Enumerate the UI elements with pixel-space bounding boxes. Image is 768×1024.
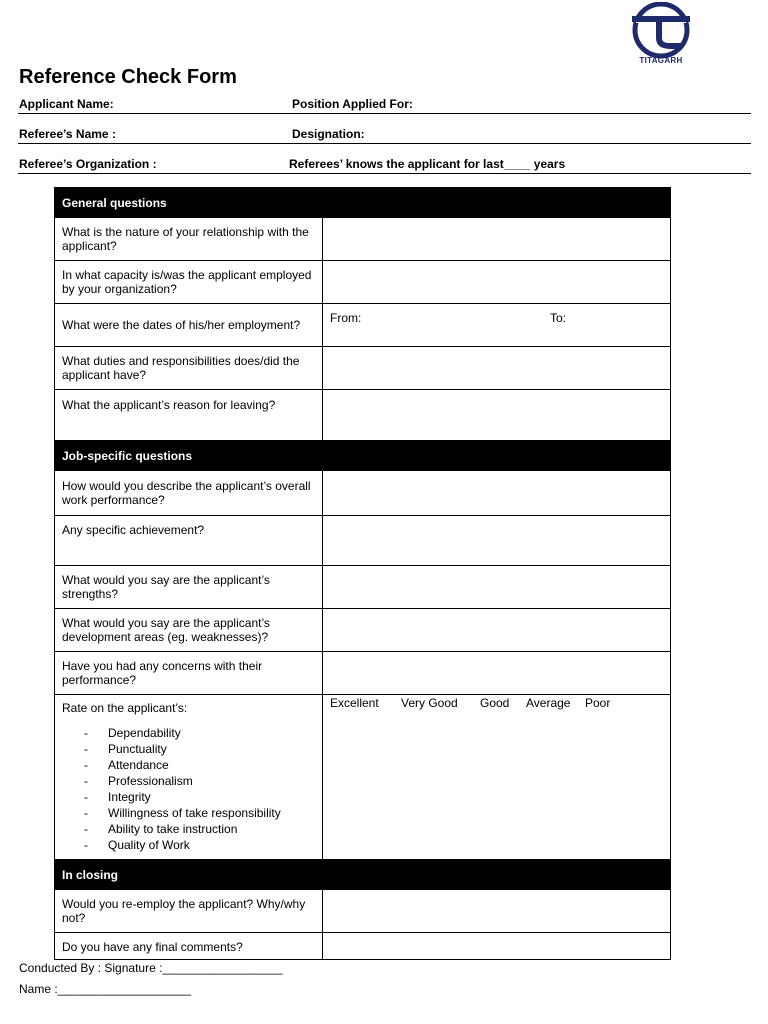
scale-good: Good [480, 696, 510, 710]
page-title: Reference Check Form [19, 66, 237, 88]
rate-item: - Attendance [84, 757, 315, 773]
rate-cell [55, 695, 323, 860]
referee-name-label: Referee’s Name : [19, 127, 116, 141]
rate-item: - Quality of Work [84, 837, 315, 853]
answer-final-comments[interactable] [323, 933, 671, 960]
scale-poor: Poor [585, 696, 611, 710]
question-concerns: Have you had any concerns with their performance? [55, 652, 323, 695]
referee-org-label: Referee’s Organization : [19, 157, 157, 171]
organization-line [18, 173, 751, 174]
referee-line [18, 143, 751, 144]
section-job [55, 441, 671, 471]
question-relationship: What is the nature of your relationship with the applicant? [55, 218, 323, 261]
section-general [55, 188, 671, 218]
section-closing [55, 860, 671, 890]
from-label: From: [330, 311, 362, 325]
reference-table [54, 187, 671, 960]
designation-label: Designation: [292, 127, 365, 141]
rate-item: - Dependability [84, 725, 315, 741]
question-dates: What were the dates of his/her employment? [55, 304, 323, 347]
answer-reemploy[interactable] [323, 890, 671, 933]
section-general-title: General questions [55, 188, 671, 218]
section-closing-title: In closing [55, 860, 671, 890]
knows-for-label: Referees’ knows the applicant for last____ years [289, 157, 566, 171]
rate-item: - Ability to take instruction [84, 821, 315, 837]
logo-wordmark: TITAGARH [639, 56, 683, 65]
answer-concerns[interactable] [323, 652, 671, 695]
rate-list [62, 725, 315, 853]
rate-item: - Willingness of take responsibility [84, 805, 315, 821]
to-label: To: [550, 311, 567, 325]
answer-performance[interactable] [323, 471, 671, 516]
section-job-title: Job-specific questions [55, 441, 671, 471]
scale-excellent: Excellent [330, 696, 379, 710]
question-weaknesses: What would you say are the applicant’s development areas (eg. weaknesses)? [55, 609, 323, 652]
answer-dates[interactable] [323, 304, 671, 347]
question-strengths: What would you say are the applicant’s strengths? [55, 566, 323, 609]
rate-label: Rate on the applicant’s: [62, 701, 188, 715]
conducted-by-signature: Conducted By : Signature :__________________ [19, 961, 283, 975]
applicant-line [18, 113, 751, 114]
rate-item: - Professionalism [84, 773, 315, 789]
question-duties: What duties and responsibilities does/did the applicant have? [55, 347, 323, 390]
answer-reason-leaving[interactable] [323, 390, 671, 441]
answer-strengths[interactable] [323, 566, 671, 609]
answer-weaknesses[interactable] [323, 609, 671, 652]
question-capacity: In what capacity is/was the applicant employed by your organization? [55, 261, 323, 304]
answer-duties[interactable] [323, 347, 671, 390]
question-reason-leaving: What the applicant’s reason for leaving? [55, 390, 323, 441]
scale-average: Average [526, 696, 571, 710]
question-achievement: Any specific achievement? [55, 516, 323, 566]
rating-scale-cell[interactable] [323, 695, 671, 860]
rate-item: - Punctuality [84, 741, 315, 757]
question-reemploy: Would you re-employ the applicant? Why/why not? [55, 890, 323, 933]
question-performance: How would you describe the applicant’s overall work performance? [55, 471, 323, 516]
conducted-by-name: Name :____________________ [19, 982, 192, 996]
rate-item: - Integrity [84, 789, 315, 805]
question-final-comments: Do you have any final comments? [55, 933, 323, 960]
answer-achievement[interactable] [323, 516, 671, 566]
position-label: Position Applied For: [292, 97, 413, 111]
answer-capacity[interactable] [323, 261, 671, 304]
applicant-name-label: Applicant Name: [19, 97, 114, 111]
answer-relationship[interactable] [323, 218, 671, 261]
scale-very-good: Very Good [401, 696, 458, 710]
